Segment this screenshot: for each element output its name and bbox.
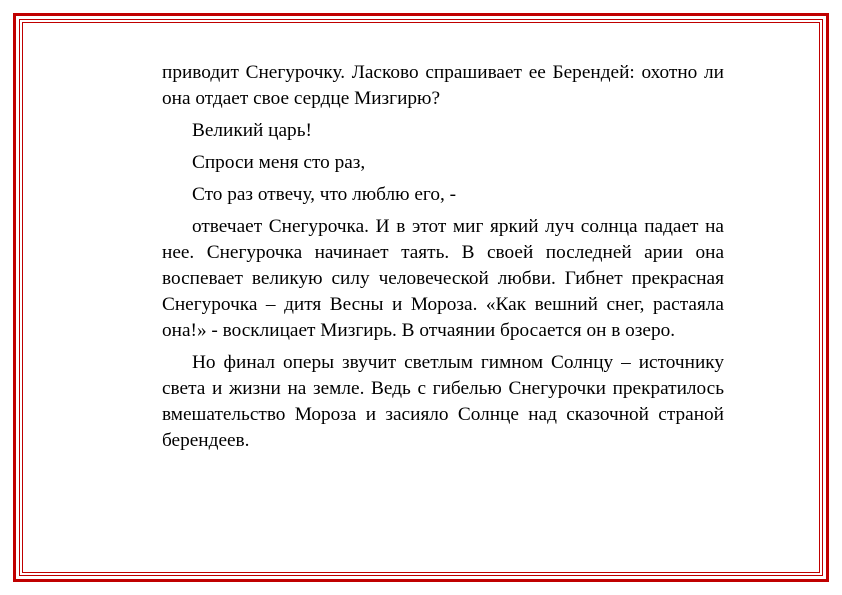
- paragraph-intro: приводит Снегурочку. Ласково спрашивает ее Берендей: охотно ли она отдает свое сердце Мизгирю?: [162, 62, 724, 109]
- body-text: [162, 60, 724, 460]
- verse-line-1: Великий царь!: [192, 120, 312, 141]
- paragraph-finale: Но финал оперы звучит светлым гимном Солнцу – источнику света и жизни на земле. Ведь с гибелью Снегурочки прекратилось вмешательство Мороза и засияло Солнце над сказочной страной берендеев.: [162, 352, 724, 451]
- verse-line-3: Сто раз отвечу, что люблю его, -: [192, 184, 457, 205]
- verse-line-2: Спроси меня сто раз,: [192, 152, 366, 173]
- paragraph-melting: отвечает Снегурочка. И в этот миг яркий луч солнца падает на нее. Снегурочка начинает таять. В своей последней арии она воспевает великую силу человеческой любви. Гибнет прекрасная Снегурочка – дитя Весны и Мороза. «Как вешний снег, растаяла она!» - восклицает Мизгирь. В отчаянии бросается он в озеро.: [162, 216, 724, 341]
